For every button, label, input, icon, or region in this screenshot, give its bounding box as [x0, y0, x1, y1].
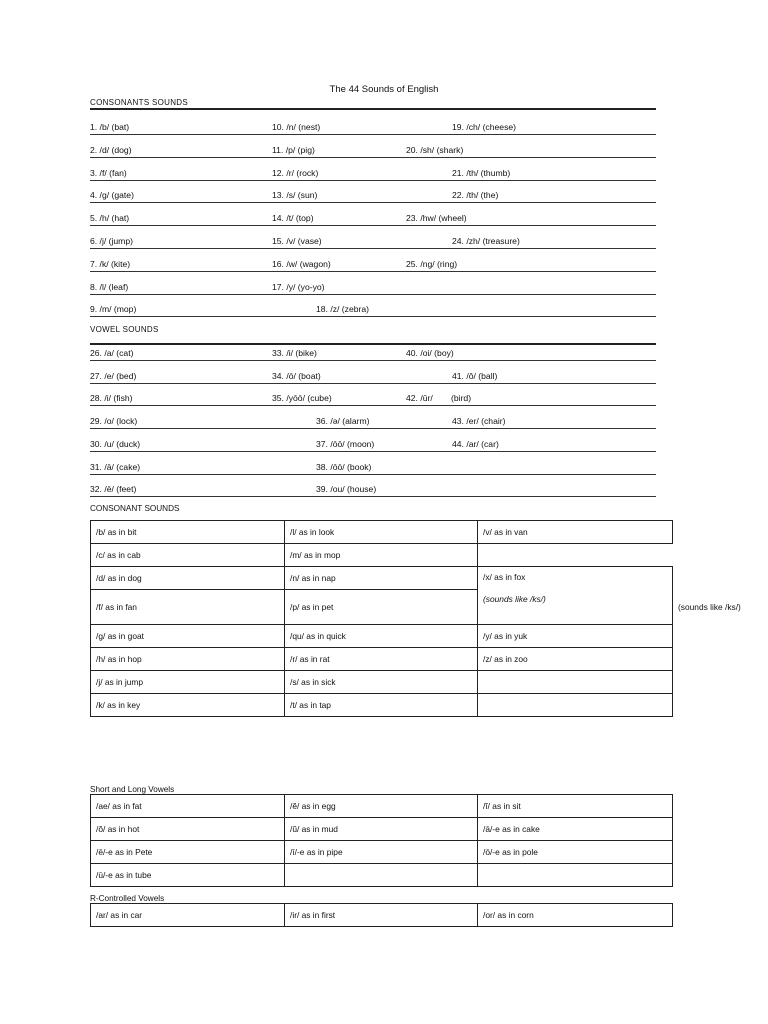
sound-entry: 39. /ou/ (house): [316, 484, 377, 495]
row-divider: [90, 202, 656, 203]
table-cell: /c/ as in cab: [91, 544, 285, 567]
table-cell: /m/ as in mop: [285, 544, 478, 567]
table-row: /f/ as in fan /p/ as in pet (sounds like /ks/): [91, 590, 673, 625]
table-cell: /ŭ/ as in mud: [285, 818, 478, 841]
table-cell: /ĭ/ as in sit: [478, 795, 673, 818]
row-divider: [90, 428, 656, 429]
sound-entry: 4. /g/ (gate): [90, 190, 134, 201]
table-row: [91, 694, 673, 717]
sound-entry: 18. /z/ (zebra): [316, 304, 370, 315]
table-cell: /ĕ/ as in egg: [285, 795, 478, 818]
table-cell-text: /x/ as in fox: [483, 572, 526, 582]
row-divider: [90, 474, 656, 475]
sound-entry: 9. /m/ (mop): [90, 304, 137, 315]
sound-entry: 34. /ō/ (boat): [272, 370, 321, 381]
table-cell: /ō/-e as in pole: [478, 841, 673, 864]
sound-entry: 44. /ar/ (car): [452, 438, 499, 449]
sound-entry: 40. /oi/ (boy): [406, 348, 454, 358]
table-cell: /s/ as in sick: [285, 671, 478, 694]
sound-entry: 8. /l/ (leaf): [90, 281, 129, 292]
table-cell: /ī/-e as in pipe: [285, 841, 478, 864]
table-row: [91, 625, 673, 648]
table-row: [91, 671, 673, 694]
table-cell: /b/ as in bit: [91, 521, 285, 544]
table-cell: /g/ as in goat: [91, 625, 285, 648]
table-cell: /v/ as in van: [478, 521, 673, 544]
row-divider: [90, 180, 656, 181]
table-cell: [478, 694, 673, 717]
sound-entry: 21. /th/ (thumb): [452, 167, 511, 178]
short-long-vowels-heading: Short and Long Vowels: [90, 785, 175, 794]
sound-entry: (bird): [451, 393, 472, 404]
divider: [90, 343, 656, 345]
row-divider: [90, 360, 656, 361]
table-cell: /or/ as in corn: [478, 904, 673, 927]
sound-entry: 38. /ōō/ (book): [316, 461, 372, 472]
table-cell: /f/ as in fan: [91, 590, 285, 625]
table-row: [91, 544, 673, 567]
vowels-heading: VOWEL SOUNDS: [90, 325, 159, 334]
table-row: [91, 521, 673, 544]
table-cell: [478, 671, 673, 694]
row-divider: [90, 294, 656, 295]
table-cell: /ir/ as in first: [285, 904, 478, 927]
sound-entry: 1. /b/ (bat): [90, 122, 130, 132]
sound-entry: 26. /a/ (cat): [90, 348, 134, 358]
page-title: The 44 Sounds of English: [329, 84, 439, 95]
sound-entry: 23. /hw/ (wheel): [406, 213, 467, 224]
r-controlled-vowels-heading: R-Controlled Vowels: [90, 894, 165, 903]
table-row: [91, 818, 673, 841]
sound-entry: 25. /ng/ (ring): [406, 258, 458, 269]
row-divider: [90, 134, 656, 135]
table-row: [91, 864, 673, 887]
table-row: [91, 567, 673, 590]
row-divider: [90, 225, 656, 226]
sound-entry: 2. /d/ (dog): [90, 144, 132, 155]
table-cell: /ū/-e as in tube: [91, 864, 285, 887]
sound-entry: 42. /ûr/: [406, 393, 433, 404]
sound-entry: 19. /ch/ (cheese): [452, 122, 517, 132]
sound-entry: 24. /zh/ (treasure): [452, 236, 520, 246]
sound-entry: 43. /er/ (chair): [452, 416, 506, 427]
short-long-vowels-table: [90, 794, 673, 887]
table-cell: /n/ as in nap: [285, 567, 478, 590]
table-cell: /ŏ/ as in hot: [91, 818, 285, 841]
sound-entry: 28. /i/ (fish): [90, 393, 133, 404]
sound-entry: 33. /i/ (bike): [272, 348, 317, 358]
sound-entry: 3. /f/ (fan): [90, 167, 127, 178]
row-divider: [90, 248, 656, 249]
table-cell: [285, 864, 478, 887]
table-row: [91, 795, 673, 818]
table-cell: [478, 864, 673, 887]
sound-entry: 31. /ā/ (cake): [90, 461, 141, 472]
table-cell: /d/ as in dog: [91, 567, 285, 590]
row-divider: [90, 496, 656, 497]
table-cell: /t/ as in tap: [285, 694, 478, 717]
sound-entry: 11. /p/ (pig): [272, 144, 315, 155]
r-controlled-vowels-table: [90, 903, 673, 927]
sound-entry: 20. /sh/ (shark): [406, 144, 464, 155]
sound-entry: 14. /t/ (top): [272, 213, 314, 224]
row-divider: [90, 271, 656, 272]
table-row: [91, 648, 673, 671]
sound-entry: 35. /yōō/ (cube): [272, 393, 332, 404]
table-cell: /ē/-e as in Pete: [91, 841, 285, 864]
table-cell: /l/ as in look: [285, 521, 478, 544]
table-cell: /p/ as in pet: [285, 590, 478, 625]
sound-entry: 7. /k/ (kite): [90, 258, 131, 269]
table-cell: /ā/-e as in cake: [478, 818, 673, 841]
row-divider: [90, 405, 656, 406]
sound-entry: 29. /o/ (lock): [90, 416, 138, 427]
table-cell: /z/ as in zoo: [478, 648, 673, 671]
sound-entry: 10. /n/ (nest): [272, 122, 321, 132]
sound-entry: 17. /y/ (yo-yo): [272, 281, 325, 292]
row-divider: [90, 383, 656, 384]
sound-entry: 37. /ōō/ (moon): [316, 438, 375, 449]
sound-entry: 27. /e/ (bed): [90, 370, 137, 381]
table-cell: /ar/ as in car: [91, 904, 285, 927]
consonant-table-heading: CONSONANT SOUNDS: [90, 504, 180, 513]
row-divider: [90, 451, 656, 452]
sound-entry: 15. /v/ (vase): [272, 236, 322, 246]
table-cell: /j/ as in jump: [91, 671, 285, 694]
sound-entry: 13. /s/ (sun): [272, 190, 318, 201]
table-row: [91, 841, 673, 864]
table-row: [91, 904, 673, 927]
sound-entry: 32. /ē/ (feet): [90, 484, 137, 495]
sound-entry: 30. /u/ (duck): [90, 438, 141, 449]
consonants-heading: CONSONANTS SOUNDS: [90, 98, 188, 107]
sound-entry: 16. /w/ (wagon): [272, 258, 331, 269]
sound-entry: 22. /th/ (the): [452, 190, 499, 201]
sound-entry: 41. /ô/ (ball): [452, 370, 498, 381]
table-cell: /r/ as in rat: [285, 648, 478, 671]
sound-entry: 5. /h/ (hat): [90, 213, 130, 224]
row-divider: [90, 316, 656, 317]
table-cell: [478, 567, 673, 625]
table-cell-note: (sounds like /ks/): [483, 594, 546, 604]
sound-entry: 12. /r/ (rock): [272, 167, 319, 178]
table-cell: /y/ as in yuk: [478, 625, 673, 648]
table-cell: /k/ as in key: [91, 694, 285, 717]
table-cell: /h/ as in hop: [91, 648, 285, 671]
consonant-sounds-table: [90, 520, 741, 717]
row-divider: [90, 157, 656, 158]
divider: [90, 108, 656, 110]
table-cell: /qu/ as in quick: [285, 625, 478, 648]
sound-entry: 36. /ə/ (alarm): [316, 416, 370, 427]
sound-entry: 6. /j/ (jump): [90, 236, 133, 246]
table-cell: /ae/ as in fat: [91, 795, 285, 818]
